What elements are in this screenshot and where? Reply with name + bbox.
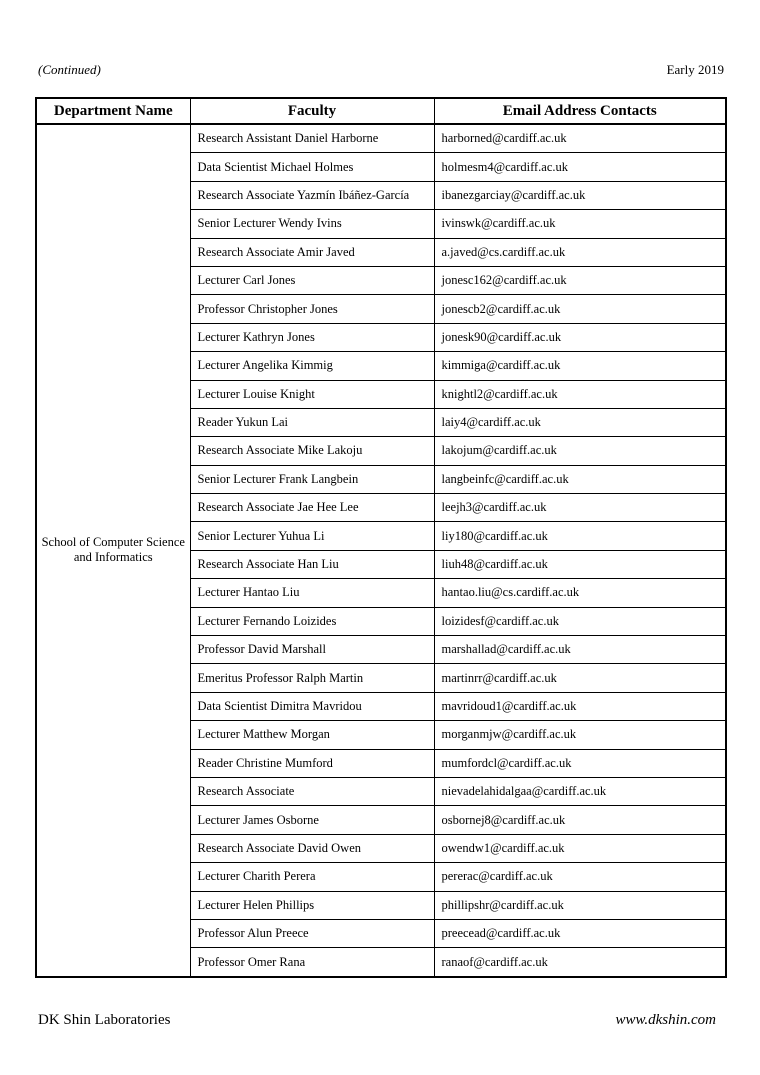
faculty-cell: Lecturer James Osborne <box>190 806 434 834</box>
email-cell: liuh48@cardiff.ac.uk <box>434 550 726 578</box>
email-cell: ivinswk@cardiff.ac.uk <box>434 210 726 238</box>
email-cell: martinrr@cardiff.ac.uk <box>434 664 726 692</box>
email-cell: mumfordcl@cardiff.ac.uk <box>434 749 726 777</box>
faculty-cell: Lecturer Carl Jones <box>190 266 434 294</box>
email-cell: liy180@cardiff.ac.uk <box>434 522 726 550</box>
contacts-table <box>35 97 727 978</box>
faculty-cell: Lecturer Louise Knight <box>190 380 434 408</box>
department-name-cell: School of Computer Science and Informatics <box>36 124 190 977</box>
table-row <box>36 124 726 153</box>
faculty-cell: Senior Lecturer Wendy Ivins <box>190 210 434 238</box>
column-header-department: Department Name <box>36 98 190 124</box>
faculty-cell: Lecturer Kathryn Jones <box>190 323 434 351</box>
email-cell: jonesc162@cardiff.ac.uk <box>434 266 726 294</box>
faculty-cell: Professor David Marshall <box>190 636 434 664</box>
faculty-cell: Professor Alun Preece <box>190 919 434 947</box>
email-cell: phillipshr@cardiff.ac.uk <box>434 891 726 919</box>
faculty-cell: Research Associate Mike Lakoju <box>190 437 434 465</box>
faculty-cell: Research Assistant Daniel Harborne <box>190 124 434 153</box>
faculty-cell: Senior Lecturer Frank Langbein <box>190 465 434 493</box>
faculty-cell: Emeritus Professor Ralph Martin <box>190 664 434 692</box>
faculty-cell: Lecturer Helen Phillips <box>190 891 434 919</box>
email-cell: loizidesf@cardiff.ac.uk <box>434 607 726 635</box>
faculty-cell: Research Associate Yazmín Ibáñez-García <box>190 181 434 209</box>
email-cell: ibanezgarciay@cardiff.ac.uk <box>434 181 726 209</box>
faculty-cell: Lecturer Angelika Kimmig <box>190 352 434 380</box>
document-date: Early 2019 <box>666 62 724 77</box>
table-header-row <box>36 98 726 124</box>
faculty-cell: Senior Lecturer Yuhua Li <box>190 522 434 550</box>
faculty-cell: Professor Omer Rana <box>190 948 434 977</box>
email-cell: pererac@cardiff.ac.uk <box>434 863 726 891</box>
email-cell: holmesm4@cardiff.ac.uk <box>434 153 726 181</box>
faculty-cell: Research Associate <box>190 777 434 805</box>
faculty-cell: Reader Christine Mumford <box>190 749 434 777</box>
continued-label: (Continued) <box>38 62 101 77</box>
faculty-cell: Data Scientist Michael Holmes <box>190 153 434 181</box>
footer-organization: DK Shin Laboratories <box>38 1012 171 1028</box>
email-cell: hantao.liu@cs.cardiff.ac.uk <box>434 579 726 607</box>
email-cell: morganmjw@cardiff.ac.uk <box>434 721 726 749</box>
faculty-cell: Lecturer Fernando Loizides <box>190 607 434 635</box>
email-cell: lakojum@cardiff.ac.uk <box>434 437 726 465</box>
faculty-cell: Data Scientist Dimitra Mavridou <box>190 692 434 720</box>
email-cell: laiy4@cardiff.ac.uk <box>434 408 726 436</box>
email-cell: jonescb2@cardiff.ac.uk <box>434 295 726 323</box>
faculty-cell: Lecturer Charith Perera <box>190 863 434 891</box>
footer-website: www.dkshin.com <box>615 1012 716 1028</box>
email-cell: osbornej8@cardiff.ac.uk <box>434 806 726 834</box>
email-cell: leejh3@cardiff.ac.uk <box>434 494 726 522</box>
email-cell: a.javed@cs.cardiff.ac.uk <box>434 238 726 266</box>
email-cell: jonesk90@cardiff.ac.uk <box>434 323 726 351</box>
email-cell: knightl2@cardiff.ac.uk <box>434 380 726 408</box>
email-cell: nievadelahidalgaa@cardiff.ac.uk <box>434 777 726 805</box>
column-header-email: Email Address Contacts <box>434 98 726 124</box>
email-cell: ranaof@cardiff.ac.uk <box>434 948 726 977</box>
email-cell: marshallad@cardiff.ac.uk <box>434 636 726 664</box>
column-header-faculty: Faculty <box>190 98 434 124</box>
faculty-cell: Lecturer Hantao Liu <box>190 579 434 607</box>
faculty-cell: Research Associate David Owen <box>190 834 434 862</box>
email-cell: langbeinfc@cardiff.ac.uk <box>434 465 726 493</box>
email-cell: owendw1@cardiff.ac.uk <box>434 834 726 862</box>
faculty-cell: Research Associate Amir Javed <box>190 238 434 266</box>
faculty-cell: Reader Yukun Lai <box>190 408 434 436</box>
email-cell: harborned@cardiff.ac.uk <box>434 124 726 153</box>
faculty-cell: Research Associate Jae Hee Lee <box>190 494 434 522</box>
faculty-cell: Professor Christopher Jones <box>190 295 434 323</box>
faculty-cell: Research Associate Han Liu <box>190 550 434 578</box>
email-cell: kimmiga@cardiff.ac.uk <box>434 352 726 380</box>
email-cell: mavridoud1@cardiff.ac.uk <box>434 692 726 720</box>
email-cell: preecead@cardiff.ac.uk <box>434 919 726 947</box>
table-body <box>36 124 726 977</box>
faculty-cell: Lecturer Matthew Morgan <box>190 721 434 749</box>
